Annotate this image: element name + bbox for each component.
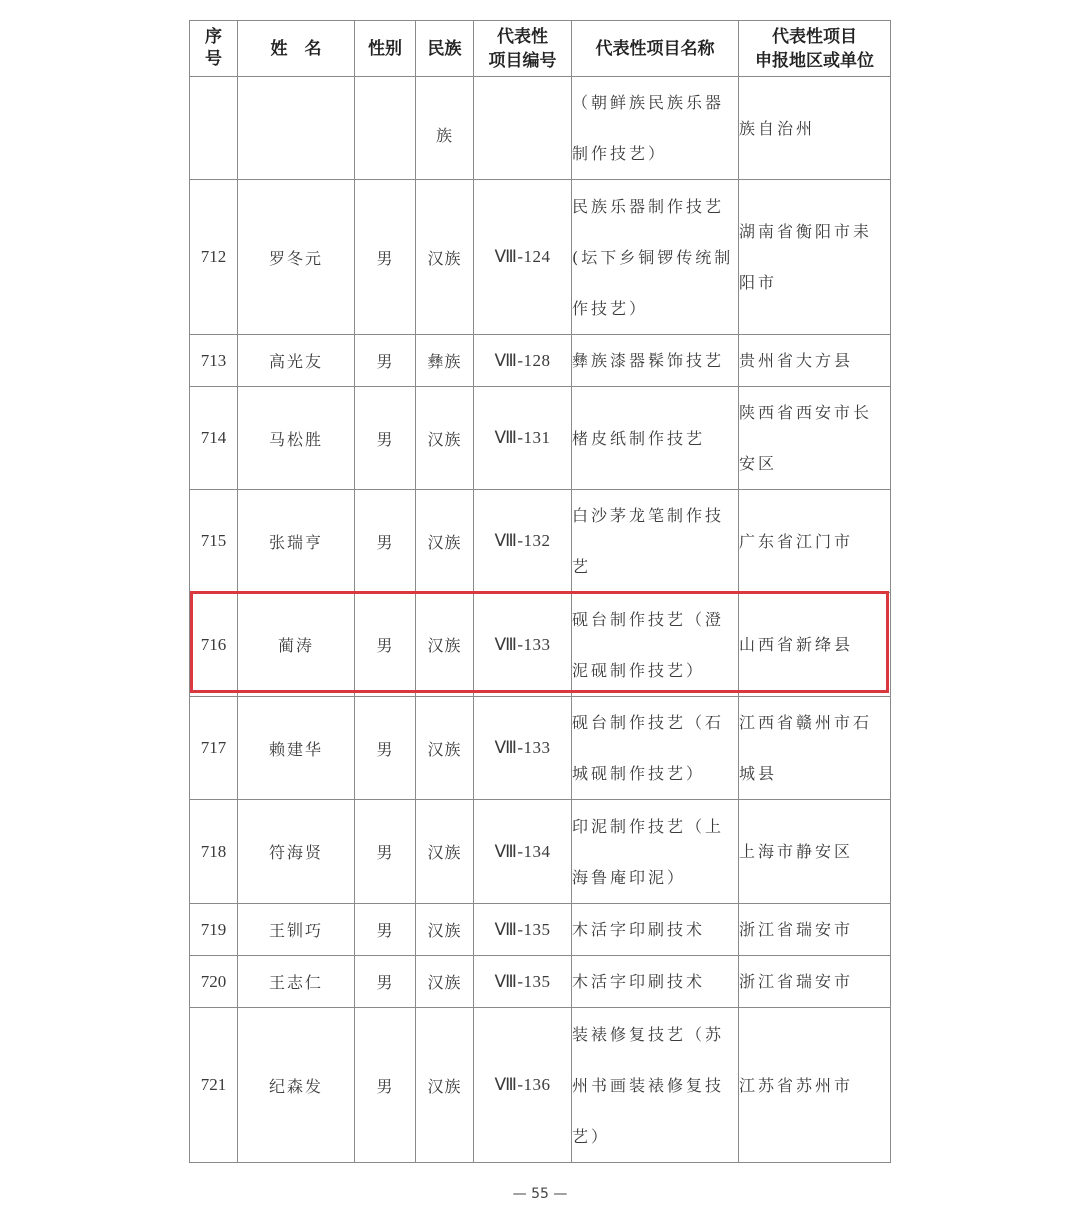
header-sex: 性别 [355,21,416,77]
cell-ethnicity: 汉族 [416,956,474,1008]
cell-region: 湖南省衡阳市耒阳市 [739,180,891,335]
header-project-name: 代表性项目名称 [572,21,739,77]
cell-region: 贵州省大方县 [739,335,891,387]
cell-sex: 男 [355,180,416,335]
cell-code: Ⅷ-124 [474,180,572,335]
cell-code: Ⅷ-133 [474,593,572,697]
cell-name: 高光友 [238,335,355,387]
cell-sex: 男 [355,387,416,490]
cell-ethnicity: 族 [416,77,474,180]
cell-seq: 717 [190,697,238,800]
cell-region: 上海市静安区 [739,800,891,904]
cell-code [474,77,572,180]
cell-sex: 男 [355,697,416,800]
cell-seq: 715 [190,490,238,593]
cell-sex [355,77,416,180]
header-seq: 序号 [190,21,238,77]
cell-project: 装裱修复技艺（苏州书画装裱修复技艺） [572,1008,739,1163]
cell-project: （朝鲜族民族乐器制作技艺） [572,77,739,180]
cell-project: 木活字印刷技术 [572,904,739,956]
table-row-highlighted [190,593,891,697]
cell-sex: 男 [355,490,416,593]
cell-name: 马松胜 [238,387,355,490]
page-number: — 55 — [512,1186,568,1202]
cell-project: 木活字印刷技术 [572,956,739,1008]
cell-ethnicity: 汉族 [416,800,474,904]
cell-code: Ⅷ-135 [474,904,572,956]
cell-project: 印泥制作技艺（上海鲁庵印泥） [572,800,739,904]
header-name: 姓 名 [238,21,355,77]
cell-region: 浙江省瑞安市 [739,956,891,1008]
cell-name: 罗冬元 [238,180,355,335]
cell-ethnicity: 汉族 [416,490,474,593]
cell-code: Ⅷ-134 [474,800,572,904]
cell-seq: 714 [190,387,238,490]
cell-seq: 721 [190,1008,238,1163]
cell-project: 彝族漆器髹饰技艺 [572,335,739,387]
table-row [190,387,891,490]
cell-ethnicity: 汉族 [416,180,474,335]
cell-ethnicity: 彝族 [416,335,474,387]
cell-name: 符海贤 [238,800,355,904]
table-row [190,180,891,335]
cell-region: 江苏省苏州市 [739,1008,891,1163]
table-row [190,1008,891,1163]
cell-project: 白沙茅龙笔制作技艺 [572,490,739,593]
table-row [190,335,891,387]
cell-code: Ⅷ-136 [474,1008,572,1163]
cell-code: Ⅷ-128 [474,335,572,387]
cell-sex: 男 [355,1008,416,1163]
cell-project: 砚台制作技艺（石城砚制作技艺） [572,697,739,800]
cell-seq: 713 [190,335,238,387]
cell-ethnicity: 汉族 [416,904,474,956]
cell-sex: 男 [355,956,416,1008]
cell-region: 广东省江门市 [739,490,891,593]
table-row [190,904,891,956]
header-region: 代表性项目 申报地区或单位 [739,21,891,77]
cell-region: 族自治州 [739,77,891,180]
cell-sex: 男 [355,904,416,956]
inheritors-table [189,20,891,1163]
table-row [190,800,891,904]
cell-sex: 男 [355,800,416,904]
cell-project: 民族乐器制作技艺(坛下乡铜锣传统制作技艺） [572,180,739,335]
cell-project: 砚台制作技艺（澄泥砚制作技艺） [572,593,739,697]
cell-sex: 男 [355,335,416,387]
cell-sex: 男 [355,593,416,697]
cell-seq: 720 [190,956,238,1008]
cell-seq: 719 [190,904,238,956]
header-ethnicity: 民族 [416,21,474,77]
cell-seq: 716 [190,593,238,697]
cell-code: Ⅷ-131 [474,387,572,490]
cell-project: 楮皮纸制作技艺 [572,387,739,490]
cell-name: 赖建华 [238,697,355,800]
cell-ethnicity: 汉族 [416,697,474,800]
table-row [190,490,891,593]
cell-name: 纪森发 [238,1008,355,1163]
cell-name: 蔺涛 [238,593,355,697]
cell-seq: 712 [190,180,238,335]
cell-ethnicity: 汉族 [416,387,474,490]
cell-code: Ⅷ-132 [474,490,572,593]
cell-name [238,77,355,180]
table-row [190,77,891,180]
cell-name: 王志仁 [238,956,355,1008]
cell-seq [190,77,238,180]
header-project-code: 代表性 项目编号 [474,21,572,77]
cell-ethnicity: 汉族 [416,593,474,697]
table-row [190,956,891,1008]
cell-name: 王钏巧 [238,904,355,956]
cell-name: 张瑞亨 [238,490,355,593]
table-header-row [190,21,891,77]
cell-region: 江西省赣州市石城县 [739,697,891,800]
cell-ethnicity: 汉族 [416,1008,474,1163]
cell-region: 浙江省瑞安市 [739,904,891,956]
table-row [190,697,891,800]
cell-seq: 718 [190,800,238,904]
cell-code: Ⅷ-133 [474,697,572,800]
cell-region: 山西省新绛县 [739,593,891,697]
cell-code: Ⅷ-135 [474,956,572,1008]
cell-region: 陕西省西安市长安区 [739,387,891,490]
